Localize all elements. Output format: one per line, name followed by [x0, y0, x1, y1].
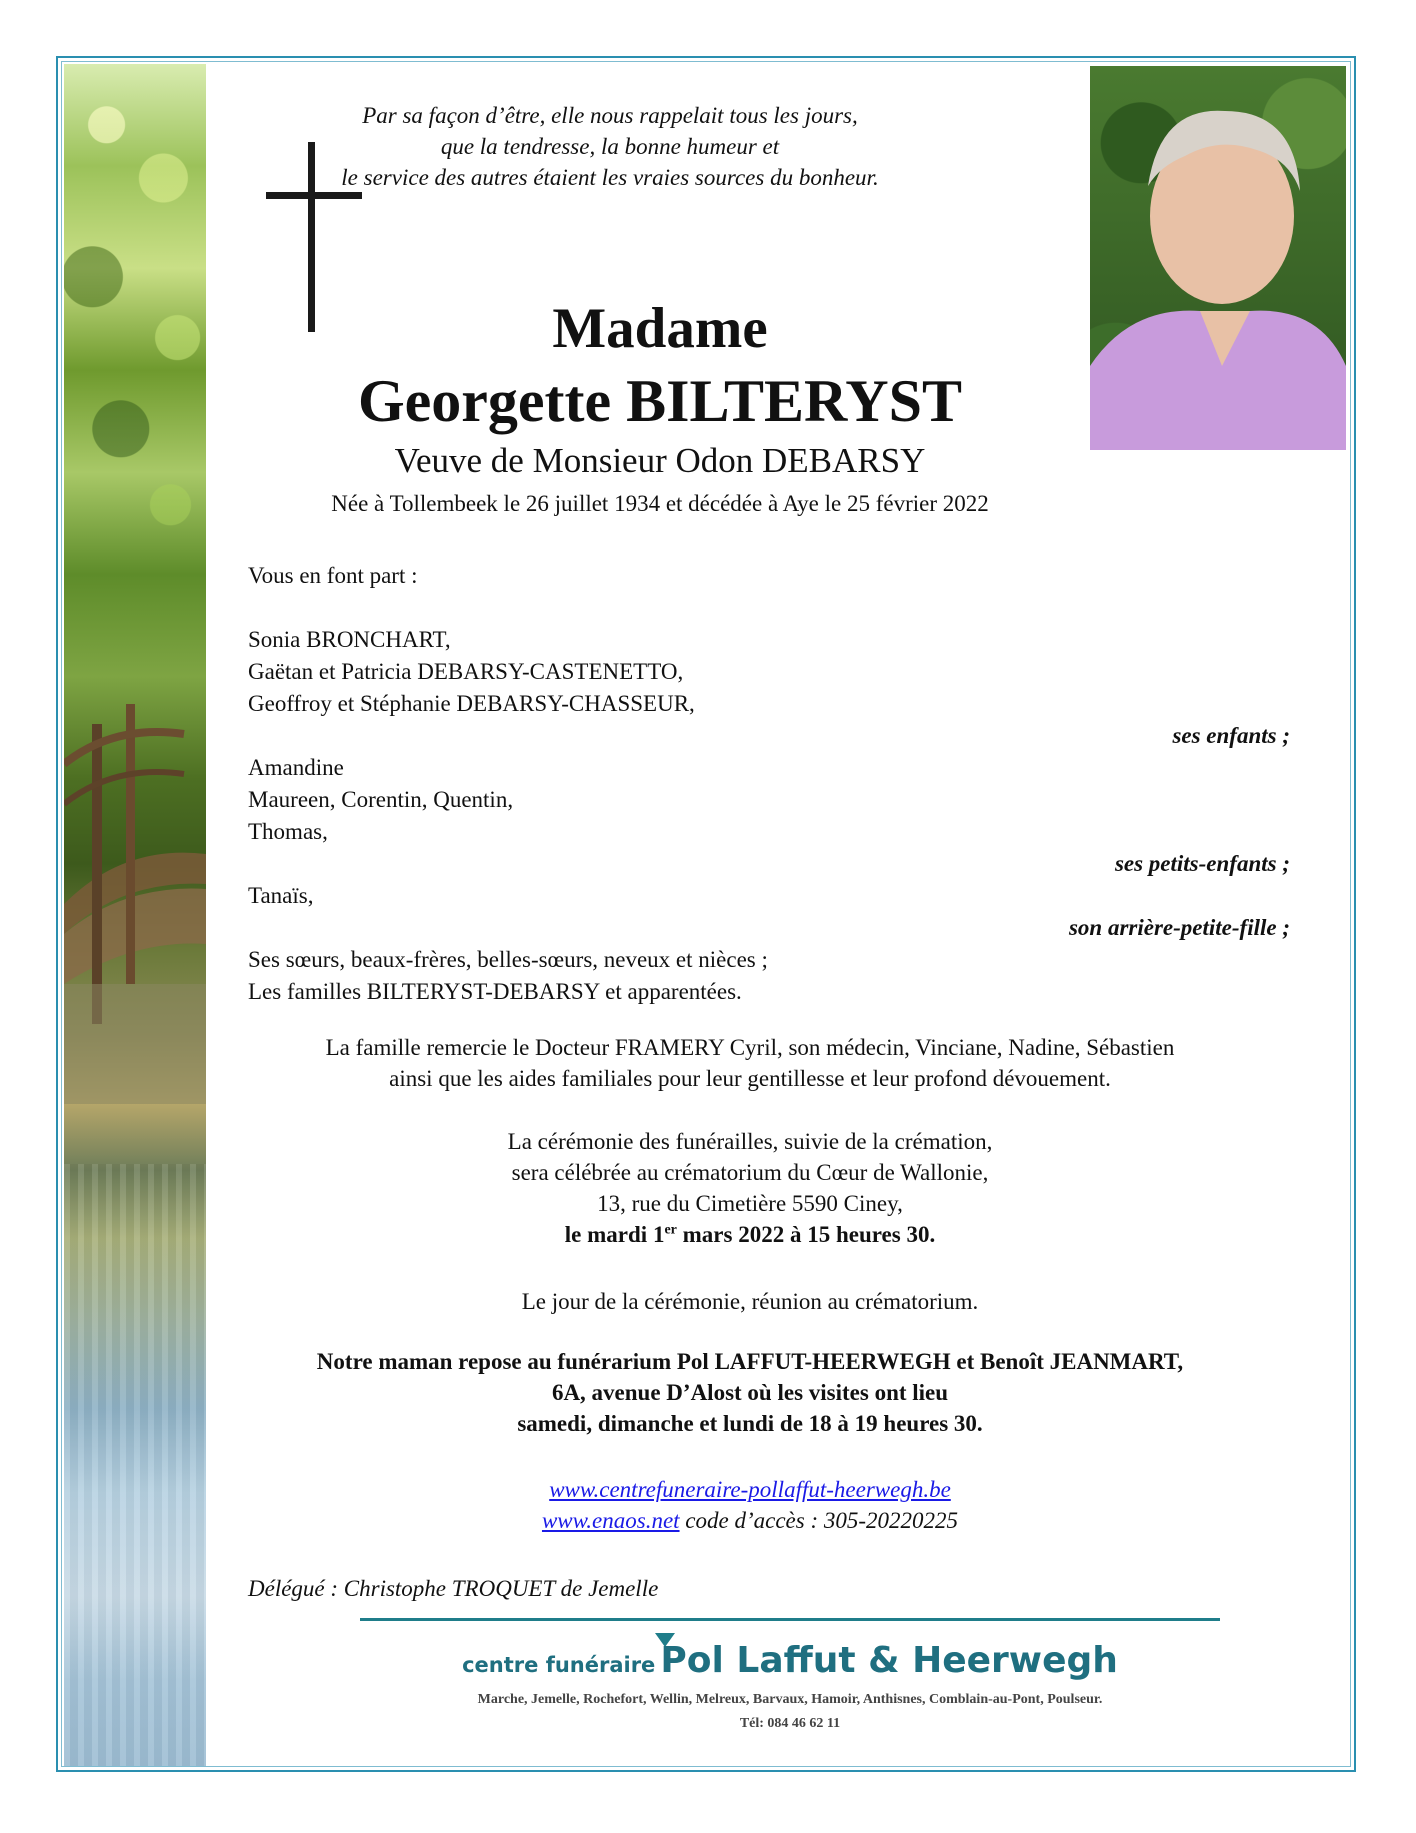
epitaph-quote	[330, 100, 890, 193]
list-item: Sonia BRONCHART,	[248, 627, 451, 652]
grandchildren-label: ses petits-enfants ;	[1114, 851, 1290, 876]
locations-line: Marche, Jemelle, Rochefort, Wellin, Melreux, Barvaux, Hamoir, Anthisnes, Comblain-au-Pont, Poulseur.	[477, 1692, 1103, 1707]
ceremony-date-sup: er	[664, 1222, 677, 1238]
ceremony-date-part: le mardi 1	[564, 1222, 665, 1247]
phone-line: Tél: 084 46 62 11	[739, 1716, 841, 1731]
ceremony-paragraph	[220, 1126, 1280, 1250]
access-code: code d’accès : 305-20220225	[679, 1508, 959, 1533]
children-list	[248, 624, 1298, 720]
water-reflection	[64, 1164, 206, 1766]
ceremony-date	[220, 1219, 1280, 1250]
deceased-name: Georgette BILTERYST	[357, 368, 962, 434]
logo-brand-text: Pol Laffut & Heerwegh	[660, 1640, 1118, 1681]
thanks-line: ainsi que les aides familiales pour leur gentillesse et leur profond dévouement.	[389, 1066, 1111, 1091]
grandchildren-list	[248, 752, 1298, 848]
rest-paragraph	[220, 1346, 1280, 1439]
funeral-home-logo	[360, 1640, 1220, 1681]
list-item: Tanaïs,	[248, 883, 314, 908]
ceremony-date-part: mars 2022 à 15 heures 30.	[676, 1222, 936, 1247]
footer-divider	[360, 1618, 1220, 1621]
other-family-list	[248, 944, 1298, 1008]
ceremony-line: 13, rue du Cimetière 5590 Ciney,	[597, 1191, 903, 1216]
great-grandchildren-label: son arrière-petite-fille ;	[1068, 915, 1290, 940]
ceremony-line: sera célébrée au crématorium du Cœur de Wallonie,	[511, 1160, 989, 1185]
logo-small-text: centre funéraire	[462, 1653, 656, 1677]
ceremony-line: La cérémonie des funérailles, suivie de la crémation,	[507, 1129, 993, 1154]
enaos-link[interactable]: www.enaos.net	[541, 1508, 680, 1533]
quote-line: Par sa façon d’être, elle nous rappelait tous les jours,	[362, 103, 858, 128]
list-item: Ses sœurs, beaux-frères, belles-sœurs, neveux et nièces ;	[248, 947, 768, 972]
rest-line: samedi, dimanche et lundi de 18 à 19 heures 30.	[517, 1411, 983, 1436]
list-item: Amandine	[248, 755, 344, 780]
meeting-line: Le jour de la cérémonie, réunion au crématorium.	[521, 1289, 979, 1314]
thanks-paragraph	[220, 1032, 1280, 1094]
bridge-illustration	[64, 684, 206, 1104]
list-item: Thomas,	[248, 819, 328, 844]
rest-line: 6A, avenue D’Alost où les visites ont lieu	[551, 1380, 949, 1405]
portrait-photo	[1090, 66, 1346, 450]
funeral-home-link[interactable]: www.centrefuneraire-pollaffut-heerwegh.be	[549, 1477, 951, 1502]
thanks-line: La famille remercie le Docteur FRAMERY Cyril, son médecin, Vinciane, Nadine, Sébastien	[325, 1035, 1175, 1060]
honorific: Madame	[552, 297, 768, 360]
cross-icon	[266, 142, 362, 332]
announce-line: Vous en font part :	[248, 563, 418, 588]
widow-line: Veuve de Monsieur Odon DEBARSY	[394, 441, 926, 480]
list-item: Maureen, Corentin, Quentin,	[248, 787, 514, 812]
children-label: ses enfants ;	[1172, 723, 1290, 748]
delegate-line: Délégué : Christophe TROQUET de Jemelle	[248, 1576, 659, 1601]
nature-strip-image	[64, 64, 206, 1766]
portrait-figure	[1090, 66, 1346, 450]
birth-death-dates: Née à Tollembeek le 26 juillet 1934 et décédée à Aye le 25 février 2022	[331, 491, 989, 516]
great-grandchildren-list	[248, 880, 1298, 912]
quote-line: le service des autres étaient les vraies sources du bonheur.	[341, 165, 879, 190]
list-item: Geoffroy et Stéphanie DEBARSY-CHASSEUR,	[248, 691, 695, 716]
links-block	[220, 1474, 1280, 1536]
quote-line: que la tendresse, la bonne humeur et	[440, 134, 780, 159]
list-item: Gaëtan et Patricia DEBARSY-CASTENETTO,	[248, 659, 684, 684]
rest-line: Notre maman repose au funérarium Pol LAFFUT-HEERWEGH et Benoît JEANMART,	[316, 1349, 1184, 1374]
list-item: Les familles BILTERYST-DEBARSY et apparentées.	[248, 979, 742, 1004]
